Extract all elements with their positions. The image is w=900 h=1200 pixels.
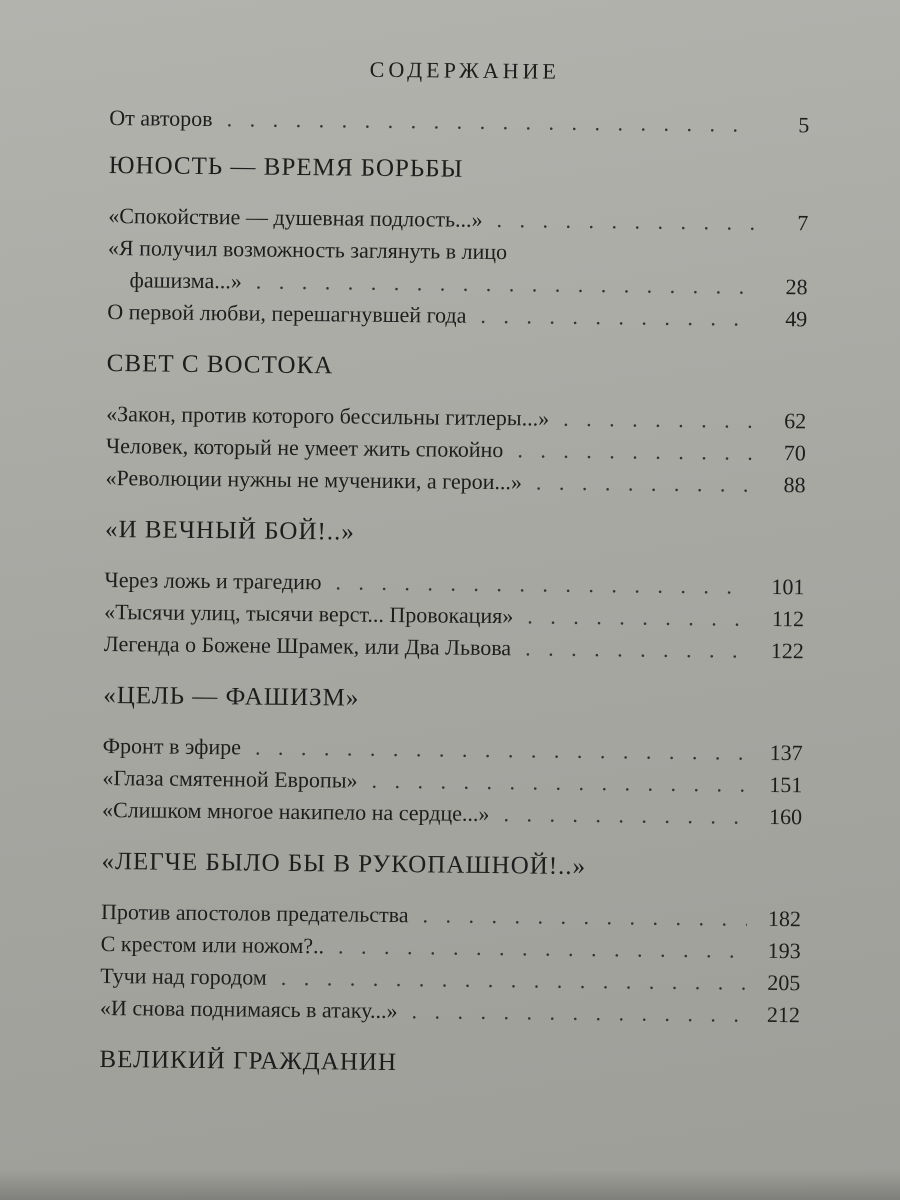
dot-leader	[536, 466, 752, 500]
page-number: 28	[785, 274, 808, 300]
page-number: 193	[767, 937, 801, 964]
dot-leader	[525, 632, 750, 666]
entry-title-continued: фашизма...»	[129, 267, 242, 294]
entry-title: Тучи над городом	[100, 962, 267, 990]
page-number: 88	[783, 472, 806, 498]
page-number: 70	[783, 440, 806, 466]
section-4	[102, 682, 803, 833]
dot-leader	[226, 103, 755, 141]
section-title: «ЦЕЛЬ — ФАШИЗМ»	[103, 681, 360, 712]
dot-leader	[496, 204, 754, 239]
section-2	[105, 350, 806, 501]
entry-title: О первой любви, перешагнувшей года	[107, 298, 467, 328]
dot-leader	[422, 899, 747, 934]
page-number: 122	[770, 637, 804, 664]
entry-title: «И снова поднимаясь в атаку...»	[99, 994, 398, 1024]
section-title: «И ВЕЧНЫЙ БОЙ!..»	[104, 515, 355, 546]
toc-entry	[107, 232, 808, 303]
page-number: 7	[797, 210, 809, 236]
section-title: СВЕТ С ВОСТОКА	[106, 349, 334, 380]
toc-entry	[107, 296, 807, 335]
entry-title: «Тысячи улиц, тысячи верст... Провокация»	[104, 598, 514, 629]
page-number: 151	[769, 771, 803, 798]
page-number: 62	[784, 408, 807, 434]
entry-title: Фронт в эфире	[102, 732, 242, 760]
entry-title: «Я получил возможность заглянуть в лицо	[107, 234, 508, 265]
entry-title: «Слишком многое накипело на сердце...»	[101, 796, 490, 827]
toc-entry	[105, 462, 805, 501]
page-number: 205	[767, 969, 801, 996]
table-of-contents	[99, 54, 810, 1101]
entry-title: От авторов	[109, 104, 213, 132]
section-5	[100, 848, 802, 1031]
toc-entry-intro	[109, 102, 809, 141]
entry-title: Против апостолов предательства	[100, 898, 409, 928]
section-3	[104, 516, 805, 667]
section-6	[99, 1046, 799, 1081]
dot-leader	[480, 300, 753, 335]
entry-title: Легенда о Божене Шрамек, или Два Львова	[103, 630, 512, 661]
entry-title: «Глаза смятенной Европы»	[102, 764, 358, 793]
section-title: «ЛЕГЧЕ БЫЛО БЫ В РУКОПАШНОЙ!..»	[101, 847, 587, 881]
toc-entry	[102, 794, 802, 833]
entry-title: Человек, который не умеет жить спокойно	[105, 432, 504, 463]
section-title: ВЕЛИКИЙ ГРАЖДАНИН	[99, 1045, 398, 1077]
entry-title: «Революции нужны не мученики, а герои...»	[105, 464, 523, 495]
dot-leader	[335, 566, 750, 602]
section-title: ЮНОСТЬ — ВРЕМЯ БОРЬБЫ	[108, 151, 464, 183]
entry-title: «Закон, против которого бессильны гитлеры...»	[106, 400, 550, 431]
dot-leader	[527, 600, 750, 634]
dot-leader	[371, 765, 748, 801]
toc-entry	[100, 992, 800, 1031]
page-number: 137	[769, 739, 803, 766]
page-edge-shadow	[0, 1170, 900, 1200]
dot-leader	[411, 995, 746, 1031]
dot-leader	[255, 732, 749, 769]
page-number: 5	[798, 112, 810, 138]
entry-title: Через ложь и трагедию	[104, 566, 322, 595]
page-number: 49	[785, 306, 808, 332]
page-title: СОДЕРЖАНИЕ	[369, 56, 561, 84]
entry-title: С крестом или ножом?..	[100, 930, 325, 959]
dot-leader	[281, 962, 747, 999]
toc-entry	[104, 628, 804, 667]
page-number: 101	[771, 573, 805, 600]
dot-leader	[256, 266, 754, 303]
dot-leader	[338, 930, 747, 966]
dot-leader	[517, 434, 752, 468]
page-number: 112	[771, 605, 805, 632]
page-number: 160	[768, 803, 803, 830]
dot-leader	[503, 798, 748, 833]
page-number: 212	[766, 1001, 801, 1028]
dot-leader	[563, 403, 752, 437]
section-1	[107, 152, 809, 335]
page-number: 182	[767, 905, 802, 932]
entry-title: «Спокойствие — душевная подлость...»	[108, 202, 483, 232]
